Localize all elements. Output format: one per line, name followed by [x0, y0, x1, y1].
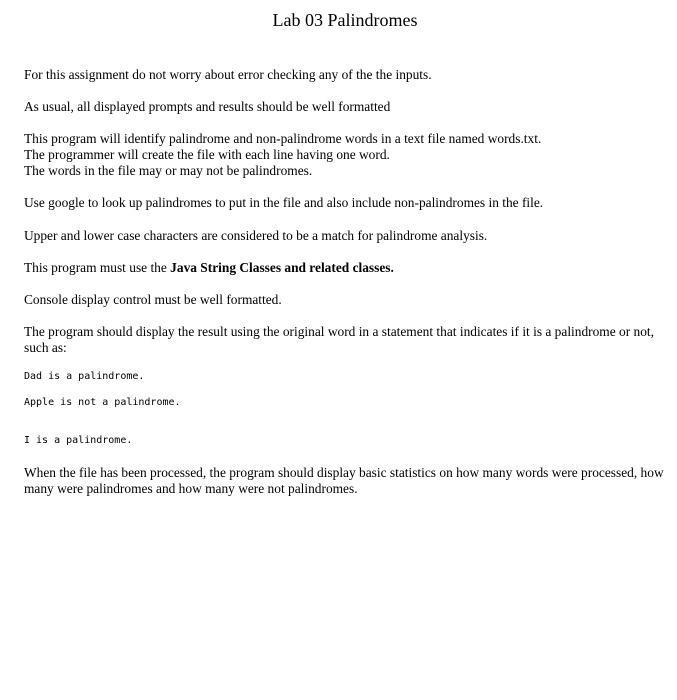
- paragraph-text: As usual, all displayed prompts and results should be well formatted: [24, 99, 391, 114]
- paragraph-formatting: [24, 99, 669, 115]
- paragraph-bold-text: Java String Classes and related classes.: [170, 260, 394, 275]
- paragraph-error-checking: [24, 67, 669, 83]
- paragraph-text: Use google to look up palindromes to put in the file and also include non-palindromes in the file.: [24, 195, 544, 210]
- example-output-line: I is a palindrome.: [24, 435, 133, 446]
- paragraph-google: [24, 195, 669, 211]
- paragraph-program-description: [24, 131, 669, 179]
- example-output-line: Dad is a palindrome.: [24, 371, 145, 382]
- paragraph-text: When the file has been processed, the program should display basic statistics on how many words were processed, how many were palindromes and how many were not palindromes.: [24, 465, 664, 496]
- paragraph-display-result: [24, 324, 669, 356]
- paragraph-text: Console display control must be well formatted.: [24, 292, 282, 307]
- paragraph-text: For this assignment do not worry about error checking any of the the inputs.: [24, 67, 432, 82]
- paragraph-text: The program should display the result using the original word in a statement that indicates if it is a palindrome or not, such as:: [24, 324, 654, 355]
- paragraph-case: [24, 228, 669, 244]
- paragraph-line: [24, 260, 669, 276]
- paragraph-text: Upper and lower case characters are considered to be a match for palindrome analysis.: [24, 228, 488, 243]
- paragraph-line: The words in the file may or may not be palindromes.: [24, 163, 313, 178]
- paragraph-statistics: [24, 465, 669, 497]
- paragraph-java-classes: [24, 260, 669, 276]
- paragraph-line: This program will identify palindrome and non-palindrome words in a text file named words.txt.: [24, 131, 542, 146]
- example-output-line: Apple is not a palindrome.: [24, 397, 181, 408]
- paragraph-line: The programmer will create the file with each line having one word.: [24, 147, 390, 162]
- paragraph-console: [24, 292, 669, 308]
- page-title: Lab 03 Palindromes: [272, 10, 418, 30]
- paragraph-text: This program must use the: [24, 260, 171, 275]
